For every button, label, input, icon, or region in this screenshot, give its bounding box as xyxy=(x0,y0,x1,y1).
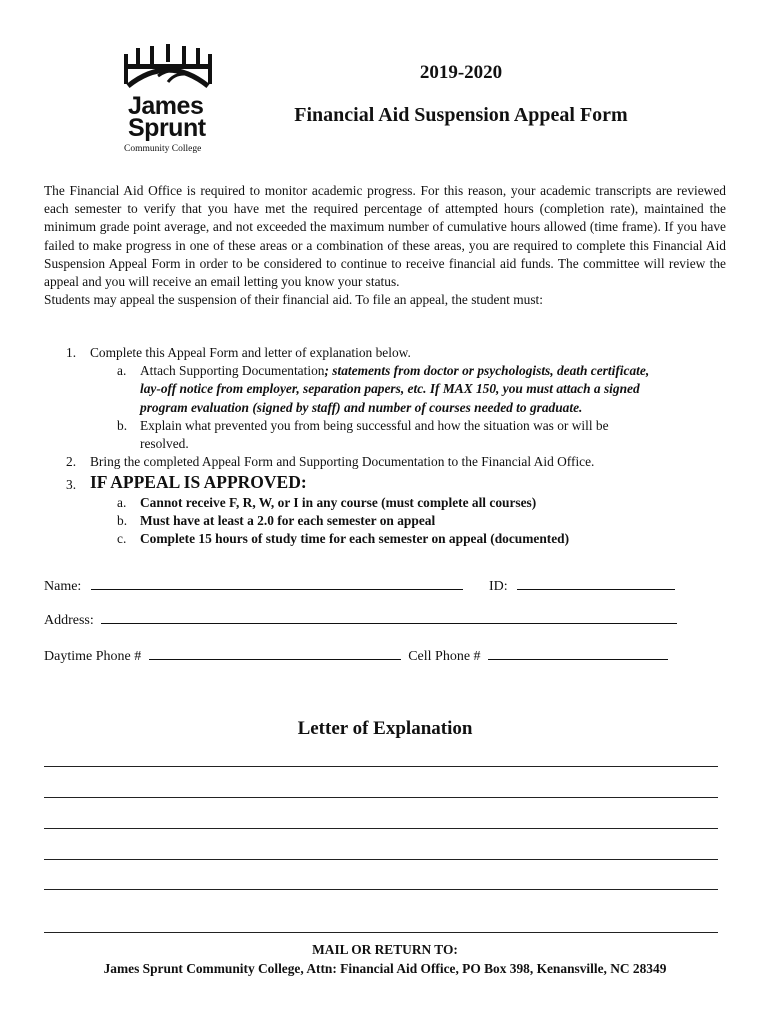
explanation-line[interactable] xyxy=(44,828,718,829)
address-field[interactable] xyxy=(101,610,677,624)
explanation-line[interactable] xyxy=(44,889,718,890)
list-item-continued: lay-off notice from employer, separation papers, etc. If MAX 150, you must attach a signed xyxy=(140,381,640,397)
form-title: Financial Aid Suspension Appeal Form xyxy=(294,104,628,126)
mailing-address: James Sprunt Community College, Attn: Financial Aid Office, PO Box 398, Kenansville, NC 28349 xyxy=(103,961,667,976)
id-field[interactable] xyxy=(517,576,675,590)
cell-phone-field[interactable] xyxy=(488,646,668,660)
logo-text-community-college: Community College xyxy=(124,144,202,154)
college-logo xyxy=(118,44,218,156)
appeal-instruction: Students may appeal the suspension of their financial aid. To file an appeal, the student must: xyxy=(44,292,543,308)
list-item: b. Explain what prevented you from being successful and how the situation was or will be xyxy=(117,417,609,433)
intro-section xyxy=(44,182,726,309)
explanation-line[interactable] xyxy=(44,932,718,933)
list-item: 1. Complete this Appeal Form and letter of explanation below. xyxy=(66,345,411,360)
intro-paragraph: The Financial Aid Office is required to monitor academic progress. For this reason, your academic transcripts are reviewed each semester to verify that you have met the required percentage of attempted hours (completion rate), maintained the minimum grade point average, and not exceeded the maximum number of cumulative hours allowed (time frame). If you have failed to make progress in one of these areas or a combination of these areas, you are required to complete this Financial Aid Suspension Appeal Form in order to be considered to continue to receive financial aid funds. The committee will review the appeal and you will receive an email letting you know your status. xyxy=(44,183,726,290)
form-year: 2019-2020 xyxy=(419,62,503,83)
appeal-steps-list xyxy=(44,344,734,548)
list-item: c. Complete 15 hours of study time for each semester on appeal (documented) xyxy=(117,531,570,547)
cell-phone-label: Cell Phone # xyxy=(408,649,481,664)
name-label: Name: xyxy=(44,579,82,594)
list-item-continued: program evaluation (signed by staff) and number of courses needed to graduate. xyxy=(140,399,583,415)
daytime-phone-label: Daytime Phone # xyxy=(44,649,142,664)
list-item: a. Attach Supporting Documentation; statements from doctor or psychologists, death certificate, xyxy=(117,363,650,379)
name-field[interactable] xyxy=(91,576,463,590)
logo-text-james: James xyxy=(128,92,204,120)
mail-label: MAIL OR RETURN TO: xyxy=(312,942,458,957)
daytime-phone-field[interactable] xyxy=(149,646,401,660)
list-item-continued: resolved. xyxy=(140,436,189,452)
explanation-line[interactable] xyxy=(44,859,718,860)
explanation-line[interactable] xyxy=(44,766,718,767)
letter-of-explanation-title: Letter of Explanation xyxy=(297,718,473,739)
list-item: a. Cannot receive F, R, W, or I in any course (must complete all courses) xyxy=(117,494,537,510)
address-label: Address: xyxy=(44,613,94,628)
explanation-line[interactable] xyxy=(44,797,718,798)
list-item: b. Must have at least a 2.0 for each semester on appeal xyxy=(117,512,436,528)
id-label: ID: xyxy=(489,579,508,594)
list-item: 3. IF APPEAL IS APPROVED: xyxy=(66,472,307,493)
logo-text-sprunt: Sprunt xyxy=(128,114,206,142)
list-item: 2. Bring the completed Appeal Form and Supporting Documentation to the Financial Aid Office. xyxy=(66,454,595,470)
